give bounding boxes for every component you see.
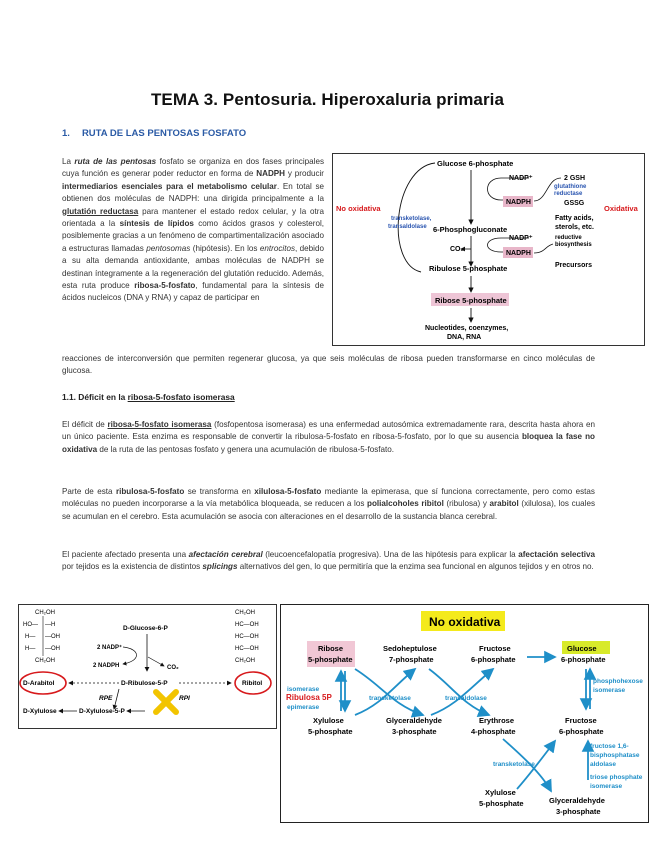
enzyme-isomerase: isomerase [287,686,320,693]
figure-polyol-pathway [18,604,277,729]
text-run: , debido a su alta demanda antioxidante, ambas moléculas de NADPH se destinan íntegramente a la regeneración del glutatión reducido. Además, esta ruta produce [62,243,324,291]
label-reductive1: reductive [555,235,582,241]
enzyme-transaldolase: transaldolase [445,695,487,702]
label-nadp1: NADP⁺ [509,175,533,182]
label-products2: DNA, RNA [447,334,482,341]
xylitol-c5: CH₂OH [35,658,55,664]
subsection-heading [62,392,235,402]
subsection-enzyme: ribosa-5-fosfato isomerasa [127,392,235,402]
page-title: TEMA 3. Pentosuria. Hiperoxaluria primaria [150,90,505,109]
block-cross-icon [156,692,176,712]
polyol-diagram [19,605,276,728]
enzyme-epimerase: epimerase [287,704,320,711]
text-run: se transforma en [184,487,255,496]
enzyme-fbp-2: bisphosphatase [590,752,640,759]
term-afectacion-cerebral: afectación cerebral [188,550,263,559]
intro-paragraph [62,156,324,305]
xylitol-c4r: —OH [45,646,60,652]
node-glucose-2: 6-phosphate [561,655,606,664]
label-ribulosa5p: Ribulosa 5P [286,693,332,702]
label-oxidativa: Oxidativa [604,204,638,213]
text-run: alternativos del gen, lo que permitiría que la enzima sea funcional en algunos tejidos y en otros no. [237,562,594,572]
xylitol-c2l: HO— [23,622,38,628]
enzyme-phi-2: isomerase [593,687,626,694]
node-ribose-2: 5-phosphate [308,655,353,664]
label-nadph1: NADPH [506,199,531,206]
label-gr1: glutathione [554,184,587,190]
label-ribulose5p: Ribulose 5-phosphate [429,264,508,273]
text-run: mediante la epimerasa, que sí funciona correctamente, pero como estas moléculas no pueden incorporarse a la vía metabólica bloqueada, se reducen a los [62,487,595,509]
term-ruta: ruta de las pentosas [74,157,157,166]
term-bloquea: bloquea la fase no oxidativa [62,432,595,454]
node-glyc2-2: 3-phosphate [556,807,601,816]
enzyme-aldolase: aldolase [590,761,617,768]
paragraph-deficit [62,419,595,456]
term-intermediarios: intermediarios esenciales para el metabolismo celular [62,181,277,191]
intro-paragraph-tail: reacciones de interconversión que permiten regenerar glucosa, ya que seis moléculas de ribosa pueden transformarse en cinco moléculas de glucosa. [62,354,595,376]
node-glucose-1: Glucose [567,644,597,653]
enzyme-fbp-1: fructose 1,6- [590,743,629,750]
label-gr2: reductase [554,191,583,197]
text-run: , fundamental para la síntesis de ácidos nucleicos (DNA y RNA) y capaz de participar en [62,281,324,303]
node-eryth-1: Erythrose [479,716,515,725]
label-co2: CO₂ [450,246,464,253]
ribitol-c3: HC—OH [235,634,259,640]
text-run: (leucoencefalopatía progresiva). Una de las hipótesis para explicar la [262,550,519,559]
term-ribitol: polialcoholes ribitol [367,499,444,509]
label-tk2: transaldolase [388,224,427,230]
label-2gsh: 2 GSH [564,175,586,182]
node-fructose1-1: Fructose [479,644,511,653]
figure-pentose-pathway [332,153,645,346]
subsection-prefix: 1.1. Déficit en la [62,392,128,402]
xylitol-c4l: H— [25,646,36,652]
enzyme-tpi-1: triose phosphate [590,774,643,781]
text-run: de la ruta de las pentosas fosfato y genera una acumulación de ribulosa-5-fosfato. [97,444,395,454]
node-xylulose2-2: 5-phosphate [479,799,524,808]
node-fructose2-2: 6-phosphate [559,727,604,736]
text-run: (xilulosa), los cuales se acumulan en el cerebro. Esta acumulación se asocia con alteraciones en el desarrollo de la sustancia blanca cerebral. [62,499,596,521]
text-run: (hipótesis). En los [190,243,260,253]
banner-no-oxidativa: No oxidativa [429,615,501,629]
term-splicings: splicings [202,562,238,572]
node-ribose-1: Ribose [318,644,344,653]
node-xylulose1-1: Xylulose [313,716,344,725]
term-arabitol: arabitol [489,499,519,509]
xylitol-c3r: —OH [45,634,60,640]
label-ribitol: Ribitol [242,680,263,687]
label-precursors: Precursors [555,262,592,269]
text-run: por tejidos es la existencia de distintos [62,562,203,572]
text-run: Parte de esta [62,487,116,496]
enzyme-tpi-2: isomerase [590,783,623,790]
label-nadph2: NADPH [506,250,531,257]
node-glyc2-1: Glyceraldehyde [549,796,605,805]
label-arabitol: D-Arabitol [23,680,55,687]
label-reductive2: biosynthesis [555,242,592,248]
text-run: como ácidos grasos y colesterol, posiblemente gracias a un fenómeno de compartimentalización asociado a estructuras llamadas [62,219,324,253]
label-ribose5p: Ribose 5-phosphate [435,296,507,305]
label-rpi: RPI [179,695,190,702]
label-xylulose5p-2: D-Xylulose-5-P [79,708,125,715]
term-nadph: NADPH [256,169,286,179]
label-fatty2: sterols, etc. [555,224,594,231]
xylitol-c3l: H— [25,634,36,640]
label-phosphogluconate: 6-Phosphogluconate [433,225,508,234]
label-nadp2: NADP⁺ [509,235,533,242]
non-oxidative-diagram [281,605,648,822]
label-2nadp: 2 NADP⁺ [97,645,123,651]
text-run: y producir [285,169,324,179]
node-glyc1-1: Glyceraldehyde [386,716,442,725]
text-run: . En total se obtienen dos moléculas de NADPH: una dirigida principalmente a la [62,181,324,204]
term-sintesis-lipidos: síntesis de lípidos [119,219,194,229]
term-xilulosa: xilulosa-5-fosfato [254,487,322,496]
ribitol-c5: CH₂OH [235,658,255,664]
node-fructose1-2: 6-phosphate [471,655,516,664]
text-run: (ribulosa) y [443,499,490,509]
xylitol-c2r: —H [45,622,56,628]
ribitol-c2: HC—OH [235,622,259,628]
label-tk1: transketolase, [391,216,432,222]
text-run: fosfato se organiza en dos fases principales cuya función es generar poder reductor en forma de [62,157,324,179]
text-run: La [62,157,75,166]
paragraph-ribulosa [62,486,595,523]
text-run: para mantener el estado redox celular, y la otra orientada a la [62,206,324,229]
text-run: El paciente afectado presenta una [62,550,189,559]
term-entrocitos: entrocitos [259,243,295,253]
section-number: 1. [62,128,70,139]
term-ribosa-5-fosfato: ribosa-5-fosfato [134,281,196,291]
label-xylulose: D-Xylulose [23,708,57,715]
enzyme-transketolase-2: transketolase [493,761,535,768]
figure-non-oxidative [280,604,649,823]
term-pentosomas: pentosomas [146,243,191,253]
section-title: RUTA DE LAS PENTOSAS FOSFATO [81,128,247,139]
label-ribulose5p-2: D-Ribulose-5-P [121,680,168,687]
enzyme-phi-1: phosphohexose [593,678,643,685]
term-enzyme: ribosa-5-fosfato isomerasa [107,420,212,429]
enzyme-transketolase-1: transketolase [369,695,411,702]
label-glucose6p-2: D-Glucose-6-P [123,625,168,632]
term-afectacion-selectiva: afectación selectiva [518,550,596,559]
node-sedo-2: 7-phosphate [389,655,434,664]
label-no-oxidativa: No oxidativa [336,204,381,213]
label-gssg: GSSG [564,200,585,207]
node-sedo-1: Sedoheptulose [383,644,437,653]
section-heading [62,128,246,139]
label-rpe: RPE [99,695,113,702]
term-ribulosa: ribulosa-5-fosfato [115,487,185,496]
ribitol-c1: CH₂OH [235,610,255,616]
label-fatty1: Fatty acids, [555,215,594,222]
node-eryth-2: 4-phosphate [471,727,516,736]
ribitol-c4: HC—OH [235,646,259,652]
node-xylulose2-1: Xylulose [485,788,516,797]
text-run: (fosfopentosa isomerasa) es una enfermedad autosómica extremadamente rara, descrita hasta ahora en un único paciente. Esta enzima es responsable de convertir la ribulosa-5-fosfato en ribosa-5-fosfato, por lo que su ausencia [62,420,596,442]
label-2nadph: 2 NADPH [93,663,120,669]
pathway-diagram [333,154,644,345]
node-glyc1-2: 3-phosphate [392,727,437,736]
label-products1: Nucleotides, coenzymes, [425,325,509,332]
label-co2-2: CO₂ [167,665,179,671]
text-run: El déficit de [62,420,108,429]
xylitol-c1: CH₂OH [35,610,55,616]
label-glucose6p: Glucose 6-phosphate [437,159,514,168]
paragraph-paciente [62,549,595,574]
term-glutation-reductasa: glutatión reductasa [62,206,139,216]
node-fructose2-1: Fructose [565,716,597,725]
node-xylulose1-2: 5-phosphate [308,727,353,736]
